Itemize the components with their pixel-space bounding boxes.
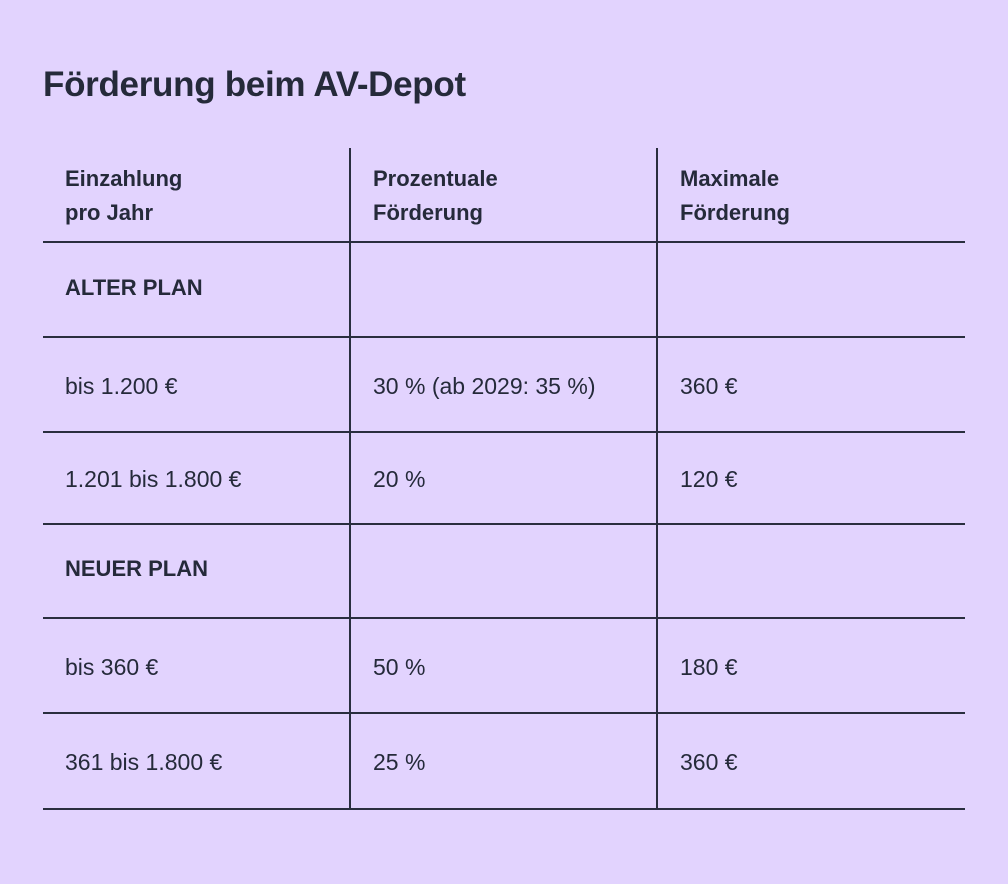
table-cell-deposit: bis 360 €: [43, 619, 351, 714]
table-cell-percentage: 30 % (ab 2029: 35 %): [351, 338, 658, 433]
table-cell-percentage: 25 %: [351, 714, 658, 808]
column-header-percentage: Prozentuale Förderung: [351, 148, 658, 243]
table-cell-empty: [658, 525, 965, 619]
table-cell-maximum: 120 €: [658, 433, 965, 525]
table-cell-deposit: bis 1.200 €: [43, 338, 351, 433]
subsidy-table: [43, 148, 965, 810]
table-cell-percentage: 20 %: [351, 433, 658, 525]
table-cell-empty: [351, 243, 658, 338]
column-header-maximum: Maximale Förderung: [658, 148, 965, 243]
section-label-new-plan: NEUER PLAN: [43, 525, 351, 619]
column-header-deposit: Einzahlung pro Jahr: [43, 148, 351, 243]
page-title: Förderung beim AV-Depot: [43, 65, 466, 104]
table-cell-percentage: 50 %: [351, 619, 658, 714]
table-cell-deposit: 1.201 bis 1.800 €: [43, 433, 351, 525]
table-cell-maximum: 360 €: [658, 338, 965, 433]
table-cell-maximum: 360 €: [680, 749, 738, 775]
table-cell-deposit: 361 bis 1.800 €: [43, 714, 351, 808]
section-label-old-plan: ALTER PLAN: [43, 243, 351, 338]
table-cell-maximum: 180 €: [658, 619, 965, 714]
table-cell-empty: [351, 525, 658, 619]
table-cell-empty: [658, 243, 965, 338]
